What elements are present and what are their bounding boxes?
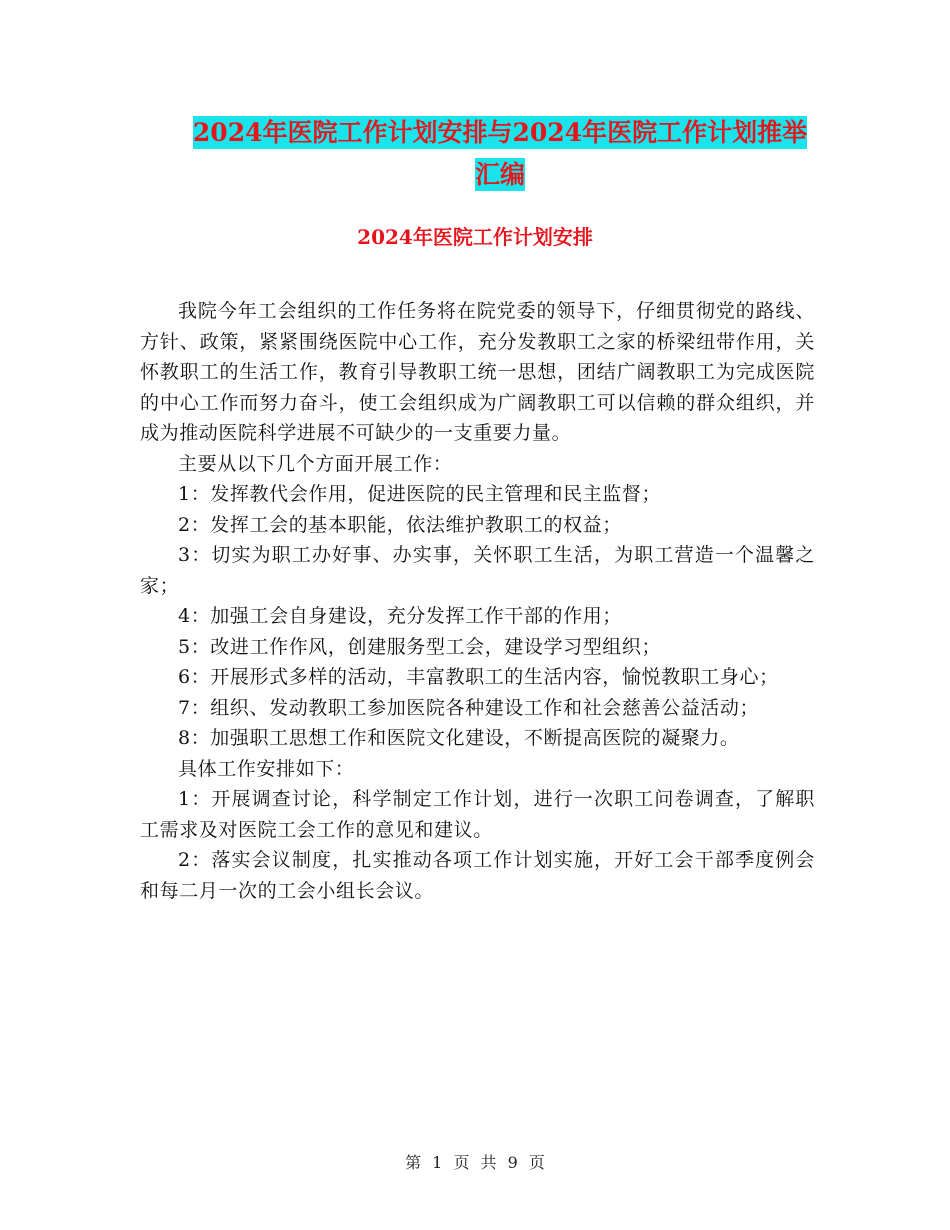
paragraph-intro: 我院今年工会组织的工作任务将在院党委的领导下，仔细贯彻党的路线、方针、政策，紧紧围绕医院中心工作，充分发教职工之家的桥梁纽带作用，关怀教职工的生活工作，教育引导教职工统一思想，团结广阔教职工为完成医院的中心工作而努力奋斗，使工会组织成为广阔教职工可以信赖的群众组织，并成为推动医院科学进展不可缺少的一支重要力量。 xyxy=(140,300,815,444)
title-line-2: 汇编 xyxy=(474,160,525,189)
list-item: 5：改进工作作风，创建服务型工会，建设学习型组织； xyxy=(178,635,662,658)
list-item: 7：组织、发动教职工参加医院各种建设工作和社会慈善公益活动； xyxy=(178,696,760,719)
list-item: 6：开展形式多样的活动，丰富教职工的生活内容，愉悦教职工身心； xyxy=(178,666,779,688)
paragraph-arrangement-intro: 具体工作安排如下： xyxy=(178,757,355,780)
list-item: 1：发挥教代会作用，促进医院的民主管理和民主监督； xyxy=(178,483,662,505)
page-number-footer: 第 1 页 共 9 页 xyxy=(405,1153,545,1172)
list-item: 4：加强工会自身建设，充分发挥工作干部的作用； xyxy=(178,605,622,627)
list-item: 2：落实会议制度，扎实推动各项工作计划实施，开好工会干部季度例会和每二月一次的工会小组长会议。 xyxy=(140,849,815,902)
document-title xyxy=(140,112,860,196)
list-item: 1：开展调查讨论，科学制定工作计划，进行一次职工问卷调查，了解职工需求及对医院工会工作的意见和建议。 xyxy=(140,788,815,841)
title-line-1: 2024年医院工作计划安排与2024年医院工作计划推举 xyxy=(192,118,808,147)
list-item: 2：发挥工会的基本职能，依法维护教职工的权益； xyxy=(178,513,622,536)
paragraph-main-aspects: 主要从以下几个方面开展工作： xyxy=(178,452,453,475)
list-item: 8：加强职工思想工作和医院文化建设，不断提高医院的凝聚力。 xyxy=(178,727,740,749)
document-body xyxy=(140,296,815,906)
list-item: 3：切实为职工办好事、办实事，关怀职工生活，为职工营造一个温馨之家； xyxy=(140,544,815,597)
section-heading: 2024年医院工作计划安排 xyxy=(357,225,593,249)
